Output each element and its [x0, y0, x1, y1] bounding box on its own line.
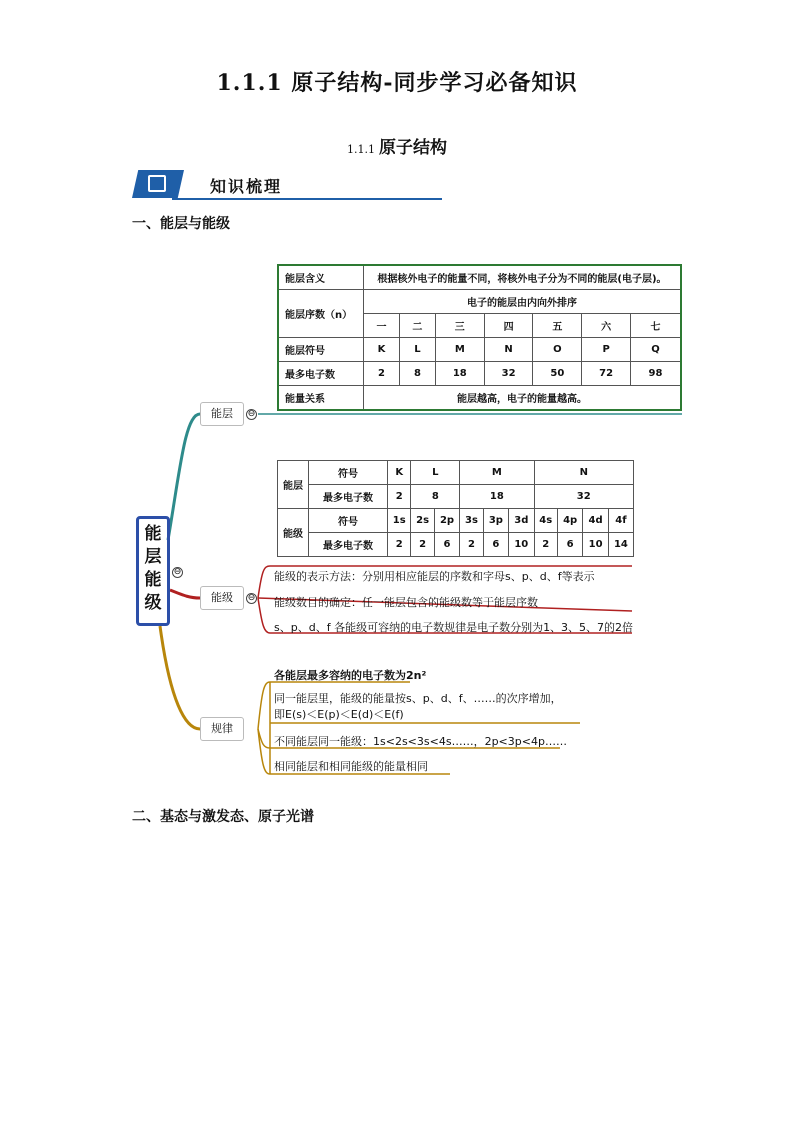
table-cell: 三 — [435, 314, 484, 338]
rule-item-2: 即E(s)＜E(p)＜E(d)＜E(f) — [274, 708, 404, 721]
row-label: 能量关系 — [278, 386, 364, 411]
table-cell: 五 — [533, 314, 582, 338]
level-item-1: 能级的表示方法：分别用相应能层的序数和字母s、p、d、f等表示 — [274, 570, 595, 583]
table-cell: 2 — [388, 533, 411, 557]
level-item-2: 能级数目的确定：任一能层包含的能级数等于能层序数 — [274, 596, 538, 609]
table-cell: 2s — [411, 509, 434, 533]
table-cell: 3p — [483, 509, 508, 533]
table-cell: 32 — [534, 485, 633, 509]
table-row — [278, 290, 681, 314]
table-cell: K — [364, 338, 400, 362]
table-cell: 3s — [460, 509, 483, 533]
rule-header: 各能层最多容纳的电子数为2n² — [274, 669, 427, 682]
banner-label: 知识梳理 — [210, 177, 283, 196]
page-title: 1.1.1 原子结构-同步学习必备知识 — [216, 70, 578, 96]
table-cell: M — [460, 461, 534, 485]
table-cell: P — [582, 338, 631, 362]
table-cell: 2 — [534, 533, 557, 557]
table-cell: 2 — [411, 533, 434, 557]
sublevel-table — [277, 460, 634, 557]
table-cell: K — [388, 461, 411, 485]
section-heading-text: 原子结构 — [379, 138, 447, 158]
table-row — [278, 362, 681, 386]
row-value: 能层越高，电子的能量越高。 — [364, 386, 682, 411]
table-cell: N — [534, 461, 633, 485]
row-label: 符号 — [309, 461, 388, 485]
branch-level — [170, 590, 200, 598]
row-label: 最多电子数 — [309, 533, 388, 557]
table-cell: 2 — [388, 485, 411, 509]
table-cell: 4s — [534, 509, 557, 533]
table-cell: 6 — [434, 533, 459, 557]
section2-heading: 二、基态与激发态、原子光谱 — [132, 809, 314, 825]
table-cell: 二 — [399, 314, 435, 338]
table-cell: 72 — [582, 362, 631, 386]
node-level[interactable]: 能级 — [200, 586, 244, 610]
table-row — [278, 485, 634, 509]
table-cell: 14 — [608, 533, 633, 557]
table-cell: 6 — [483, 533, 508, 557]
table-cell: 2 — [364, 362, 400, 386]
row-label: 符号 — [309, 509, 388, 533]
row-value: 电子的能层由内向外排序 — [364, 290, 682, 314]
table-cell: 10 — [509, 533, 534, 557]
rule-item-1: 同一能层里，能级的能量按s、p、d、f、……的次序增加， — [274, 692, 562, 705]
row-label: 能层含义 — [278, 265, 364, 290]
table-cell: L — [399, 338, 435, 362]
table-cell: 4d — [583, 509, 608, 533]
table-row — [278, 533, 634, 557]
branch-layer — [168, 414, 200, 540]
table-cell: 8 — [411, 485, 460, 509]
node-layer[interactable]: 能层 — [200, 402, 244, 426]
table-cell: 32 — [484, 362, 533, 386]
table-cell: 四 — [484, 314, 533, 338]
row-value: 根据核外电子的能量不同，将核外电子分为不同的能层(电子层)。 — [364, 265, 682, 290]
table-cell: 4f — [608, 509, 633, 533]
table-cell: 七 — [631, 314, 681, 338]
table-row — [278, 265, 681, 290]
table-cell: 2p — [434, 509, 459, 533]
energy-layer-table — [277, 264, 682, 411]
row-label: 能层序数（n） — [278, 290, 364, 338]
table-cell: 8 — [399, 362, 435, 386]
row-label: 能级 — [278, 509, 309, 557]
table-cell: 1s — [388, 509, 411, 533]
table-cell: 10 — [583, 533, 608, 557]
table-row — [278, 509, 634, 533]
table-cell: N — [484, 338, 533, 362]
table-row — [278, 461, 634, 485]
collapse-icon[interactable]: ⊖ — [247, 593, 256, 603]
branch-rule — [160, 626, 200, 729]
row-label: 最多电子数 — [309, 485, 388, 509]
level-item-3: s、p、d、f 各能级可容纳的电子数规律是电子数分别为1、3、5、7的2倍 — [274, 621, 634, 634]
rule-item-3: 不同能层同一能级：1s<2s<3s<4s……，2p<3p<4p…… — [274, 735, 567, 748]
table-cell: 4p — [557, 509, 582, 533]
section1-heading: 一、能层与能级 — [132, 216, 230, 232]
row-label: 能层符号 — [278, 338, 364, 362]
table-cell: 一 — [364, 314, 400, 338]
table-cell: 98 — [631, 362, 681, 386]
table-cell: 18 — [460, 485, 534, 509]
table-cell: L — [411, 461, 460, 485]
table-cell: O — [533, 338, 582, 362]
table-cell: 6 — [557, 533, 582, 557]
table-cell: Q — [631, 338, 681, 362]
collapse-icon[interactable]: ⊖ — [173, 567, 182, 577]
table-row — [278, 386, 681, 411]
table-cell: 六 — [582, 314, 631, 338]
table-cell: 3d — [509, 509, 534, 533]
table-cell: 50 — [533, 362, 582, 386]
collapse-icon[interactable]: ⊖ — [247, 409, 256, 419]
table-row — [278, 338, 681, 362]
rule-item-4: 相同能层和相同能级的能量相同 — [274, 760, 428, 773]
row-label: 能层 — [278, 461, 309, 509]
section-number: 1.1.1 — [347, 143, 375, 156]
mindmap-root: 能层能级 — [136, 516, 170, 626]
row-label: 最多电子数 — [278, 362, 364, 386]
table-cell: 18 — [435, 362, 484, 386]
table-cell: M — [435, 338, 484, 362]
table-cell: 2 — [460, 533, 483, 557]
node-rule[interactable]: 规律 — [200, 717, 244, 741]
